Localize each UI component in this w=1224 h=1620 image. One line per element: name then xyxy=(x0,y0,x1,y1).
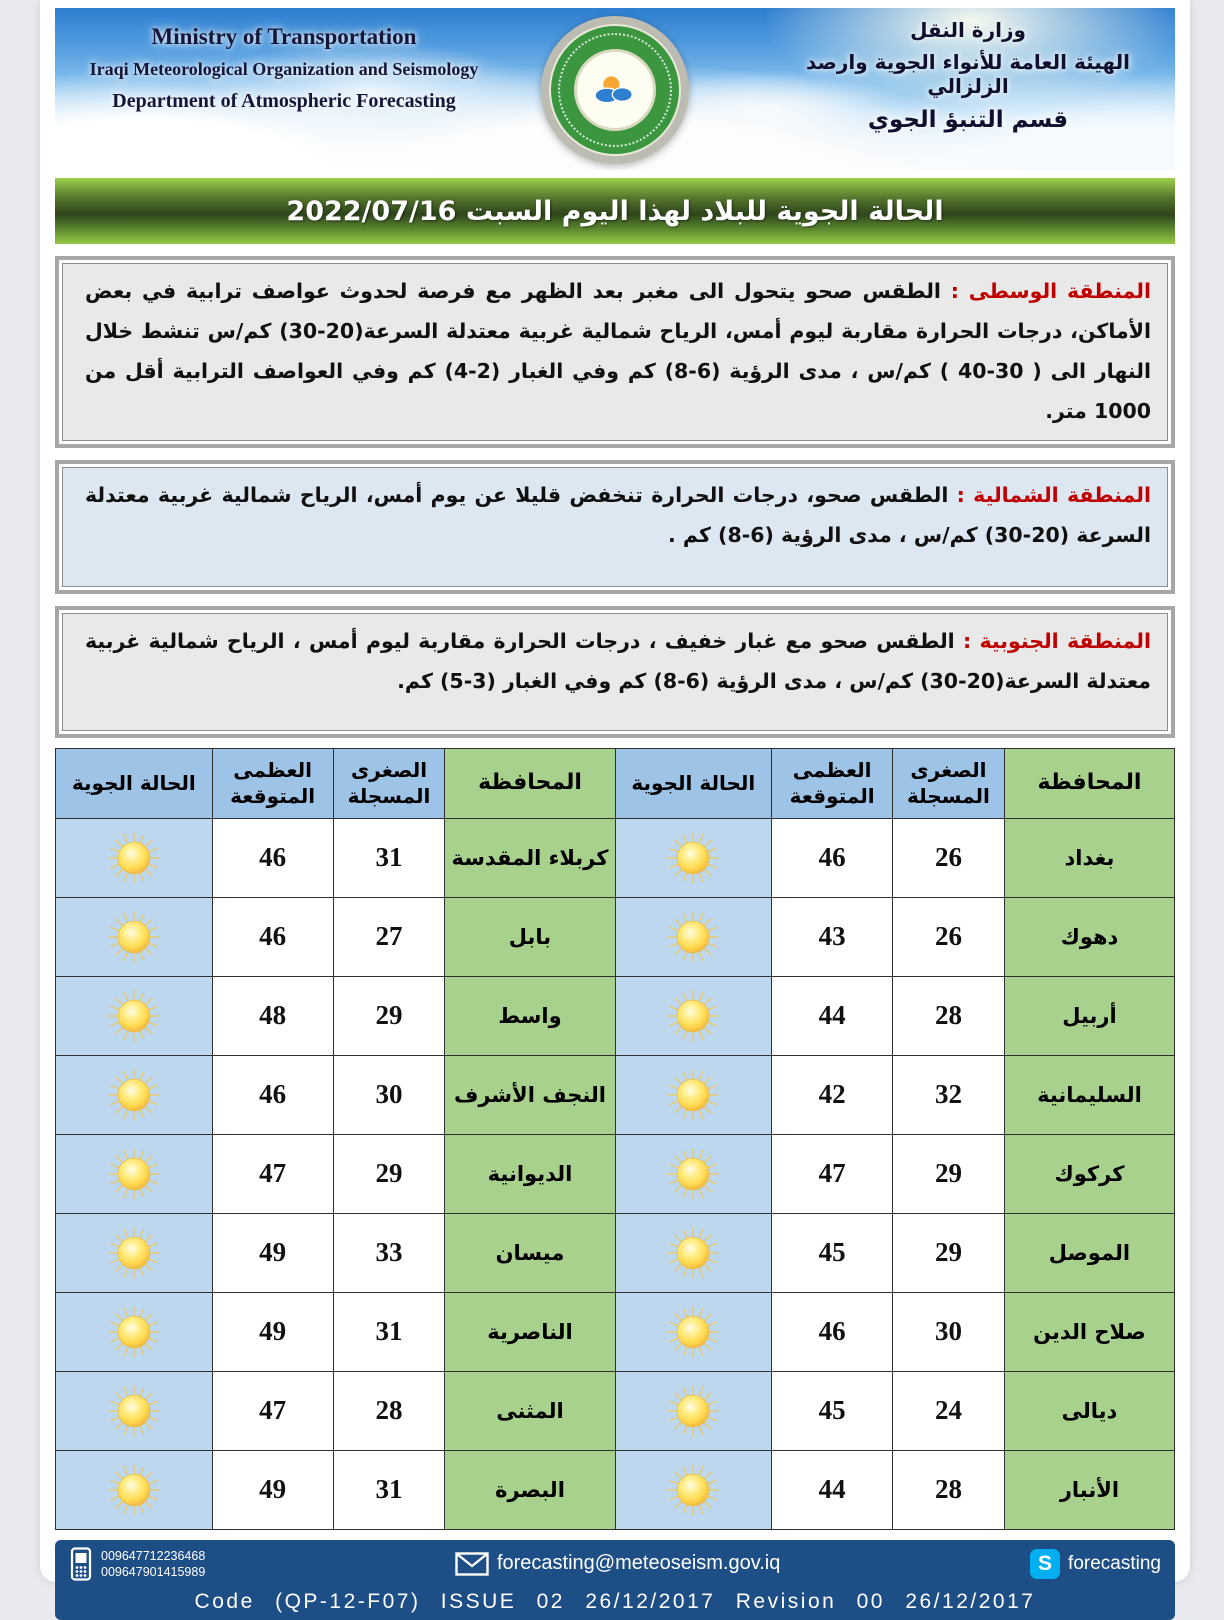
header-min-right: الصغرى المسجلة xyxy=(893,748,1005,818)
governorate-cell: ميسان xyxy=(445,1213,615,1292)
ministry-title-en: Ministry of Transportation xyxy=(151,24,417,49)
max-temp-cell: 45 xyxy=(772,1371,893,1450)
governorate-cell: الموصل xyxy=(1004,1213,1174,1292)
min-temp-cell: 29 xyxy=(893,1134,1005,1213)
max-temp-cell: 46 xyxy=(212,818,333,897)
header-governorate-right: المحافظة xyxy=(1004,748,1174,818)
weather-condition-cell xyxy=(615,976,772,1055)
governorate-cell: صلاح الدين xyxy=(1004,1292,1174,1371)
weather-condition-cell xyxy=(56,818,213,897)
sun-icon xyxy=(662,906,724,968)
min-temp-cell: 27 xyxy=(333,897,445,976)
weather-condition-cell xyxy=(56,1292,213,1371)
table-row xyxy=(56,1292,1175,1371)
northern-region-box xyxy=(55,460,1175,594)
table-row xyxy=(56,1055,1175,1134)
min-temp-cell: 28 xyxy=(893,976,1005,1055)
skype-icon: S xyxy=(1030,1549,1060,1579)
max-temp-cell: 46 xyxy=(212,1055,333,1134)
governorate-cell: كركوك xyxy=(1004,1134,1174,1213)
header-governorate-left: المحافظة xyxy=(445,748,615,818)
header-max-left: العظمى المتوقعة xyxy=(212,748,333,818)
max-temp-cell: 42 xyxy=(772,1055,893,1134)
northern-region-label: المنطقة الشمالية : xyxy=(948,482,1151,507)
sun-icon xyxy=(103,906,165,968)
organization-title-en: Iraqi Meteorological Organization and Seismology xyxy=(89,59,479,79)
min-temp-cell: 29 xyxy=(333,1134,445,1213)
northern-region-forecast: الطقس صحو، درجات الحرارة تنخفض قليلا عن يوم أمس، الرياح شمالية غربية معتدلة السرعة (20-30) كم/س ، مدى الرؤية (6-8) كم . xyxy=(85,482,1151,547)
governorate-cell: المثنى xyxy=(445,1371,615,1450)
min-temp-cell: 31 xyxy=(333,818,445,897)
email-contact xyxy=(455,1552,780,1576)
ministry-title-ar: وزارة النقل xyxy=(910,18,1026,42)
sun-icon xyxy=(103,1143,165,1205)
skype-handle: forecasting xyxy=(1068,1552,1161,1574)
governorate-cell: واسط xyxy=(445,976,615,1055)
governorate-cell: البصرة xyxy=(445,1450,615,1529)
min-temp-cell: 33 xyxy=(333,1213,445,1292)
governorate-cell: النجف الأشرف xyxy=(445,1055,615,1134)
organization-title-ar: الهيئة العامة للأنواء الجوية وارصد الزلزالي xyxy=(805,50,1130,98)
weather-condition-cell xyxy=(615,1055,772,1134)
max-temp-cell: 47 xyxy=(212,1371,333,1450)
governorate-cell: بابل xyxy=(445,897,615,976)
weather-condition-cell xyxy=(56,1371,213,1450)
max-temp-cell: 43 xyxy=(772,897,893,976)
governorate-cell: الأنبار xyxy=(1004,1450,1174,1529)
sun-icon xyxy=(103,1459,165,1521)
temperatures-table xyxy=(55,748,1175,1530)
sun-icon xyxy=(662,1301,724,1363)
logo-center xyxy=(574,49,656,131)
governorate-cell: أربيل xyxy=(1004,976,1174,1055)
header-arabic-block xyxy=(773,18,1163,133)
southern-region-box xyxy=(55,606,1175,738)
central-region-box xyxy=(55,256,1175,448)
header-condition-left: الحالة الجوية xyxy=(56,748,213,818)
max-temp-cell: 49 xyxy=(212,1213,333,1292)
sun-icon xyxy=(103,827,165,889)
department-title-en: Department of Atmospheric Forecasting xyxy=(112,90,456,112)
governorate-cell: السليمانية xyxy=(1004,1055,1174,1134)
governorate-cell: ديالى xyxy=(1004,1371,1174,1450)
skype-contact xyxy=(1030,1549,1161,1579)
table-header-row xyxy=(56,748,1175,818)
weather-condition-cell xyxy=(615,1134,772,1213)
southern-region-forecast: الطقس صحو مع غبار خفيف ، درجات الحرارة مقاربة ليوم أمس ، الرياح شمالية غربية معتدلة السرعة(20-30) كم/س ، مدى الرؤية (6-8) كم وفي الغبار (3-5) كم. xyxy=(85,628,1151,693)
southern-region-label: المنطقة الجنوبية : xyxy=(954,628,1151,653)
footer-bar xyxy=(55,1540,1175,1620)
max-temp-cell: 47 xyxy=(772,1134,893,1213)
sun-icon xyxy=(662,1222,724,1284)
phone-numbers xyxy=(101,1548,205,1581)
document-page xyxy=(40,0,1190,1613)
phone-number-2: 009647901415989 xyxy=(101,1564,206,1579)
envelope-icon xyxy=(455,1552,489,1576)
max-temp-cell: 46 xyxy=(772,818,893,897)
header-max-right: العظمى المتوقعة xyxy=(772,748,893,818)
weather-condition-cell xyxy=(615,1371,772,1450)
min-temp-cell: 26 xyxy=(893,897,1005,976)
report-title: الحالة الجوية للبلاد لهذا اليوم السبت 2022/07/16 xyxy=(286,195,944,227)
weather-condition-cell xyxy=(56,1450,213,1529)
min-temp-cell: 24 xyxy=(893,1371,1005,1450)
weather-condition-cell xyxy=(56,1213,213,1292)
governorate-cell: الديوانية xyxy=(445,1134,615,1213)
min-temp-cell: 28 xyxy=(893,1450,1005,1529)
max-temp-cell: 48 xyxy=(212,976,333,1055)
min-temp-cell: 29 xyxy=(893,1213,1005,1292)
min-temp-cell: 29 xyxy=(333,976,445,1055)
table-row xyxy=(56,897,1175,976)
northern-region-text xyxy=(62,467,1168,587)
phone-icon xyxy=(69,1547,93,1581)
min-temp-cell: 31 xyxy=(333,1450,445,1529)
sun-cloud-logo-icon xyxy=(587,71,643,109)
max-temp-cell: 44 xyxy=(772,1450,893,1529)
weather-condition-cell xyxy=(615,1213,772,1292)
sun-icon xyxy=(662,1380,724,1442)
governorate-cell: الناصرية xyxy=(445,1292,615,1371)
header-condition-right: الحالة الجوية xyxy=(615,748,772,818)
table-row xyxy=(56,1134,1175,1213)
logo-green-ring xyxy=(549,24,681,156)
sun-icon xyxy=(103,1380,165,1442)
report-title-banner xyxy=(55,178,1175,244)
min-temp-cell: 30 xyxy=(333,1055,445,1134)
governorate-cell: بغداد xyxy=(1004,818,1174,897)
sun-icon xyxy=(103,1222,165,1284)
weather-condition-cell xyxy=(615,818,772,897)
min-temp-cell: 31 xyxy=(333,1292,445,1371)
max-temp-cell: 49 xyxy=(212,1450,333,1529)
central-region-text xyxy=(62,263,1168,441)
max-temp-cell: 45 xyxy=(772,1213,893,1292)
weather-condition-cell xyxy=(56,1055,213,1134)
email-address: forecasting@meteoseism.gov.iq xyxy=(496,1552,781,1575)
table-row xyxy=(56,1371,1175,1450)
weather-condition-cell xyxy=(56,976,213,1055)
table-row xyxy=(56,818,1175,897)
weather-condition-cell xyxy=(615,1450,772,1529)
sun-icon xyxy=(103,985,165,1047)
min-temp-cell: 30 xyxy=(893,1292,1005,1371)
footer-contact-row xyxy=(69,1547,1161,1581)
sun-icon xyxy=(662,985,724,1047)
table-row xyxy=(56,976,1175,1055)
min-temp-cell: 32 xyxy=(893,1055,1005,1134)
weather-condition-cell xyxy=(56,1134,213,1213)
department-title-ar: قسم التنبؤ الجوي xyxy=(867,107,1069,133)
central-region-forecast: الطقس صحو يتحول الى مغبر بعد الظهر مع فرصة لحدوث عواصف ترابية في بعض الأماكن، درجات الحرارة مقاربة ليوم أمس، الرياح شمالية غربية معتدلة السرعة(20-30) كم/س تنشط خلال النهار الى ( 30-40 ) كم/س ، مدى الرؤية (6-8) كم وفي الغبار (2-4) كم وفي العواصف الترابية أقل من 1000 متر. xyxy=(85,279,1152,423)
governorate-cell: كربلاء المقدسة xyxy=(445,818,615,897)
organization-logo xyxy=(541,16,689,164)
sun-icon xyxy=(662,1459,724,1521)
weather-condition-cell xyxy=(56,897,213,976)
weather-condition-cell xyxy=(615,897,772,976)
header-min-left: الصغرى المسجلة xyxy=(333,748,445,818)
weather-condition-cell xyxy=(615,1292,772,1371)
sun-icon xyxy=(103,1064,165,1126)
min-temp-cell: 28 xyxy=(333,1371,445,1450)
max-temp-cell: 47 xyxy=(212,1134,333,1213)
table-row xyxy=(56,1450,1175,1529)
min-temp-cell: 26 xyxy=(893,818,1005,897)
sun-icon xyxy=(662,1064,724,1126)
sun-icon xyxy=(662,1143,724,1205)
header-sky-banner xyxy=(55,8,1175,170)
southern-region-text xyxy=(62,613,1168,731)
max-temp-cell: 46 xyxy=(772,1292,893,1371)
max-temp-cell: 49 xyxy=(212,1292,333,1371)
governorate-cell: دهوك xyxy=(1004,897,1174,976)
central-region-label: المنطقة الوسطى : xyxy=(940,279,1151,303)
max-temp-cell: 46 xyxy=(212,897,333,976)
sun-icon xyxy=(662,827,724,889)
phone-number-1: 009647712236468 xyxy=(101,1548,206,1563)
header-english-block xyxy=(69,24,499,113)
sun-icon xyxy=(103,1301,165,1363)
document-code-line: Code (QP-12-F07) ISSUE 02 26/12/2017 Revision 00 26/12/2017 xyxy=(194,1589,1036,1613)
max-temp-cell: 44 xyxy=(772,976,893,1055)
table-row xyxy=(56,1213,1175,1292)
phone-contact xyxy=(69,1547,205,1581)
